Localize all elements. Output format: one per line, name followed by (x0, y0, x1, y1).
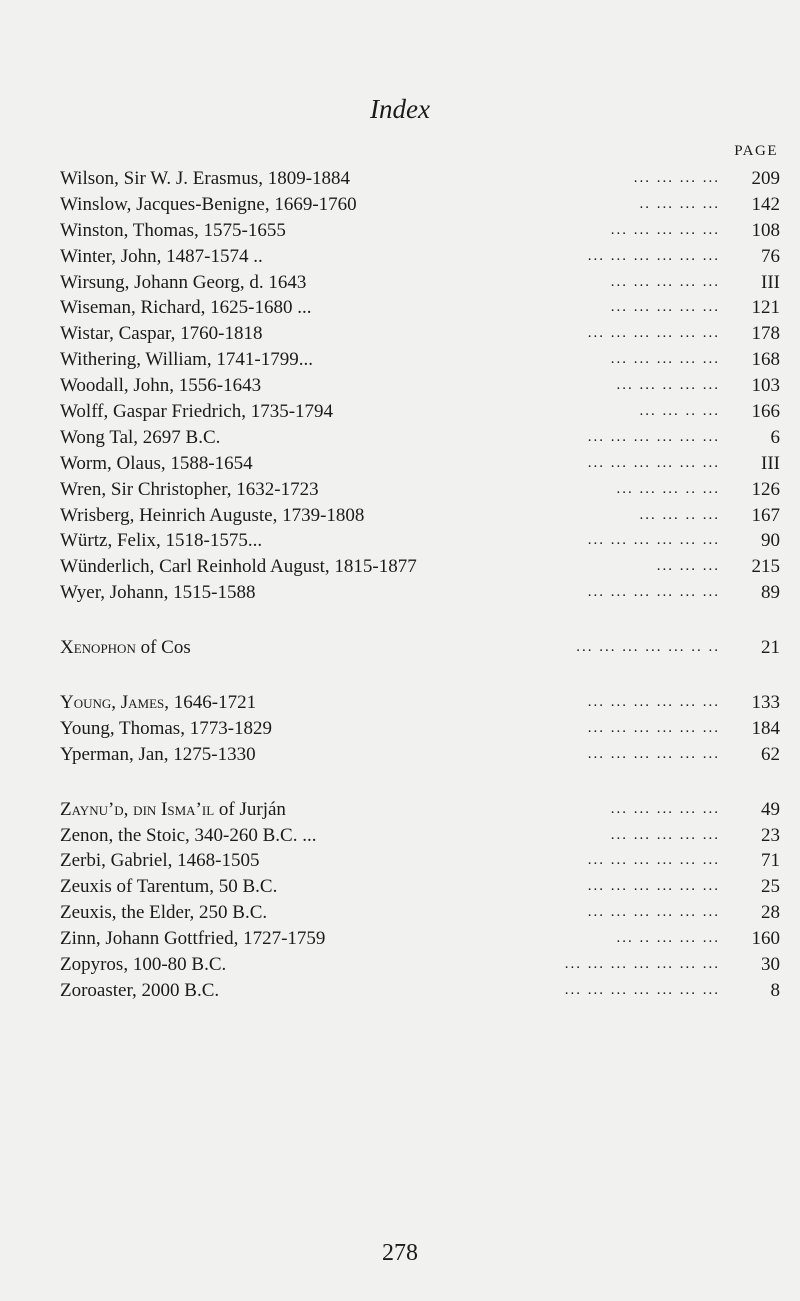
dot-leader: ... ... ... ... ... ... (587, 532, 720, 549)
entry-page-number: 209 (751, 168, 780, 189)
entry-page-number: 184 (751, 717, 780, 739)
dot-leader: ... ... ... (656, 558, 720, 575)
entry-name (60, 926, 325, 952)
entry-name-text: Zeuxis, the Elder, 250 B.C. (60, 902, 268, 924)
index-entry (60, 874, 780, 900)
entry-name (60, 270, 306, 296)
index-entry (60, 554, 780, 580)
entry-name-smallcaps: Zaynu’d, din Isma’il (60, 798, 215, 820)
dot-leader: ... ... ... ... ... ... (587, 584, 720, 601)
index-entry (60, 900, 780, 926)
index-entry (60, 716, 780, 742)
index-entry (60, 192, 780, 218)
entry-name (60, 690, 256, 716)
dot-leader: ... ... ... ... ... ... ... (564, 956, 720, 973)
entry-page-number: 103 (751, 375, 780, 397)
entry-name-text: Zenon, the Stoic, 340-260 B.C. ... (60, 824, 317, 846)
dot-leader: ... ... ... ... ... ... (587, 852, 720, 869)
entry-page-number: 166 (751, 401, 780, 423)
entry-name-text: Wirsung, Johann Georg, d. 1643 (60, 271, 307, 293)
entry-page-number: 160 (751, 928, 780, 950)
dot-leader: ... ... ... ... ... ... (587, 694, 720, 711)
dot-leader: .. ... ... ... (639, 195, 720, 212)
entry-name (60, 295, 311, 321)
entry-name (60, 874, 277, 900)
index-entry (60, 218, 780, 244)
entry-name-text: Withering, William, 1741-1799... (60, 349, 314, 371)
dot-leader: ... ... ... ... ... (610, 273, 720, 290)
entry-name-text: Wilson, Sir W. J. Erasmus, 1809-1884 (60, 168, 351, 189)
entry-name-text: Zerbi, Gabriel, 1468-1505 (60, 850, 260, 872)
entry-page-number: 142 (751, 193, 780, 215)
entry-page-number: 28 (761, 902, 780, 924)
index-entry (60, 321, 780, 347)
entry-page-number: 23 (761, 824, 780, 846)
index-entry (60, 978, 780, 1004)
entry-name-text: Zinn, Johann Gottfried, 1727-1759 (60, 928, 326, 950)
entry-page-number: 49 (761, 798, 780, 820)
entry-name (60, 399, 333, 425)
page-number: 278 (382, 1240, 418, 1266)
entry-name-text: 1646-1721 (169, 692, 257, 714)
index-entry (60, 347, 780, 373)
entry-name-text: Wren, Sir Christopher, 1632-1723 (60, 478, 319, 500)
index-entry (60, 451, 780, 477)
dot-leader: ... ... ... ... ... ... (587, 745, 720, 762)
index-entry (60, 373, 780, 399)
index-entry (60, 166, 780, 192)
entry-page-number: 133 (751, 692, 780, 714)
entry-page-number: 126 (751, 478, 780, 500)
entry-name (60, 978, 219, 1004)
entry-name-text: Zoroaster, 2000 B.C. (60, 979, 220, 1001)
index-entry (60, 503, 780, 529)
index-entry (60, 952, 780, 978)
index-list (60, 166, 780, 1004)
dot-leader: ... ... ... ... ... (610, 221, 720, 238)
entry-name (60, 580, 255, 606)
entry-page-number: III (761, 271, 780, 293)
group-separator (60, 768, 780, 797)
entry-name-text: Würtz, Felix, 1518-1575... (60, 530, 263, 552)
entry-name-text: Winston, Thomas, 1575-1655 (60, 219, 286, 241)
entry-page-number: 62 (761, 743, 780, 765)
entry-name-text: Winslow, Jacques-Benigne, 1669-1760 (60, 193, 357, 215)
entry-name-text: Yperman, Jan, 1275-1330 (60, 743, 256, 765)
index-entry (60, 295, 780, 321)
entry-name-smallcaps: Xenophon (60, 637, 136, 659)
entry-name (60, 451, 253, 477)
group-separator (60, 661, 780, 690)
index-entry (60, 797, 780, 823)
entry-page-number: 178 (751, 323, 780, 345)
index-entry (60, 823, 780, 849)
entry-page-number: 215 (751, 556, 780, 578)
dot-leader: ... ... ... ... ... (610, 351, 720, 368)
entry-page-number: 71 (761, 850, 780, 872)
dot-leader: ... ... ... ... (633, 170, 720, 186)
dot-leader: ... ... ... ... ... ... ... (564, 981, 720, 998)
entry-name-text: of Cos (135, 637, 191, 659)
entry-name-text: Zeuxis of Tarentum, 50 B.C. (60, 876, 278, 898)
entry-page-number: 21 (761, 637, 780, 659)
entry-name (60, 192, 357, 218)
entry-name-text: Wiseman, Richard, 1625-1680 ... (60, 297, 312, 319)
entry-name (60, 554, 417, 580)
index-entry (60, 244, 780, 270)
dot-leader: ... ... .. ... ... (616, 377, 720, 394)
entry-page-number: 76 (761, 245, 780, 267)
index-entry (60, 580, 780, 606)
dot-leader: ... ... ... ... ... ... (587, 325, 720, 342)
entry-name (60, 797, 286, 823)
index-entry (60, 399, 780, 425)
entry-name (60, 635, 191, 661)
dot-leader: ... ... ... ... ... ... (587, 454, 720, 471)
dot-leader: ... ... .. ... (639, 403, 720, 420)
entry-name (60, 166, 350, 192)
entry-name-text: Winter, John, 1487-1574 .. (60, 245, 263, 267)
entry-name (60, 823, 316, 849)
entry-name (60, 218, 286, 244)
entry-name (60, 373, 261, 399)
dot-leader: ... .. ... ... ... (616, 930, 720, 947)
entry-page-number: 90 (761, 530, 780, 552)
entry-name-text: Woodall, John, 1556-1643 (60, 375, 262, 397)
entry-name (60, 848, 259, 874)
entry-page-number: 168 (751, 349, 780, 371)
group-separator (60, 606, 780, 635)
entry-name-text: of Jurján (214, 798, 286, 820)
entry-page-number: 30 (761, 954, 780, 976)
entry-name (60, 477, 319, 503)
entry-name-text: Young, Thomas, 1773-1829 (60, 717, 273, 739)
dot-leader: ... ... ... ... ... (610, 800, 720, 817)
entry-name-text: Worm, Olaus, 1588-1654 (60, 452, 253, 474)
dot-leader: ... ... ... .. ... (616, 480, 720, 497)
entry-name-smallcaps: Young, James, (60, 692, 170, 714)
dot-leader: ... ... ... ... ... ... (587, 719, 720, 736)
entry-name-text: Wolff, Gaspar Friedrich, 1735-1794 (60, 401, 334, 423)
entry-name-text: Wünderlich, Carl Reinhold August, 1815-1877 (60, 556, 417, 578)
dot-leader: ... ... ... ... ... ... (587, 904, 720, 921)
index-entry (60, 477, 780, 503)
entry-name (60, 503, 364, 529)
index-entry (60, 270, 780, 296)
dot-leader: ... ... .. ... (639, 506, 720, 523)
entry-name (60, 425, 220, 451)
page-title: Index (370, 94, 430, 124)
dot-leader: ... ... ... ... ... ... (587, 428, 720, 445)
entry-name (60, 347, 313, 373)
index-entry (60, 635, 780, 661)
entry-page-number: 167 (751, 504, 780, 526)
entry-page-number: 8 (770, 979, 780, 1001)
entry-page-number: 6 (770, 426, 780, 448)
entry-name (60, 528, 262, 554)
dot-leader: ... ... ... ... ... ... (587, 878, 720, 895)
entry-name-text: Wong Tal, 2697 B.C. (60, 426, 221, 448)
entry-page-number: 108 (751, 219, 780, 241)
entry-name-text: Wyer, Johann, 1515-1588 (60, 582, 256, 604)
entry-name-text: Wrisberg, Heinrich Auguste, 1739-1808 (60, 504, 365, 526)
index-entry (60, 848, 780, 874)
entry-page-number: 25 (761, 876, 780, 898)
index-entry (60, 425, 780, 451)
index-entry (60, 742, 780, 768)
entry-page-number: 121 (751, 297, 780, 319)
page-column-label: PAGE (734, 143, 778, 159)
dot-leader: ... ... ... ... ... ... (587, 247, 720, 264)
dot-leader: ... ... ... ... ... (610, 299, 720, 316)
entry-name-text: Wistar, Caspar, 1760-1818 (60, 323, 263, 345)
entry-page-number: 89 (761, 582, 780, 604)
entry-name-text: Zopyros, 100-80 B.C. (60, 954, 227, 976)
entry-page-number: III (761, 452, 780, 474)
index-entry (60, 690, 780, 716)
dot-leader: ... ... ... ... ... .. .. (576, 639, 720, 656)
entry-name (60, 900, 267, 926)
entry-name (60, 742, 256, 768)
entry-name (60, 952, 226, 978)
dot-leader: ... ... ... ... ... (610, 826, 720, 843)
entry-name (60, 244, 263, 270)
entry-name (60, 321, 262, 347)
entry-name (60, 716, 272, 742)
index-entry (60, 528, 780, 554)
index-entry (60, 926, 780, 952)
